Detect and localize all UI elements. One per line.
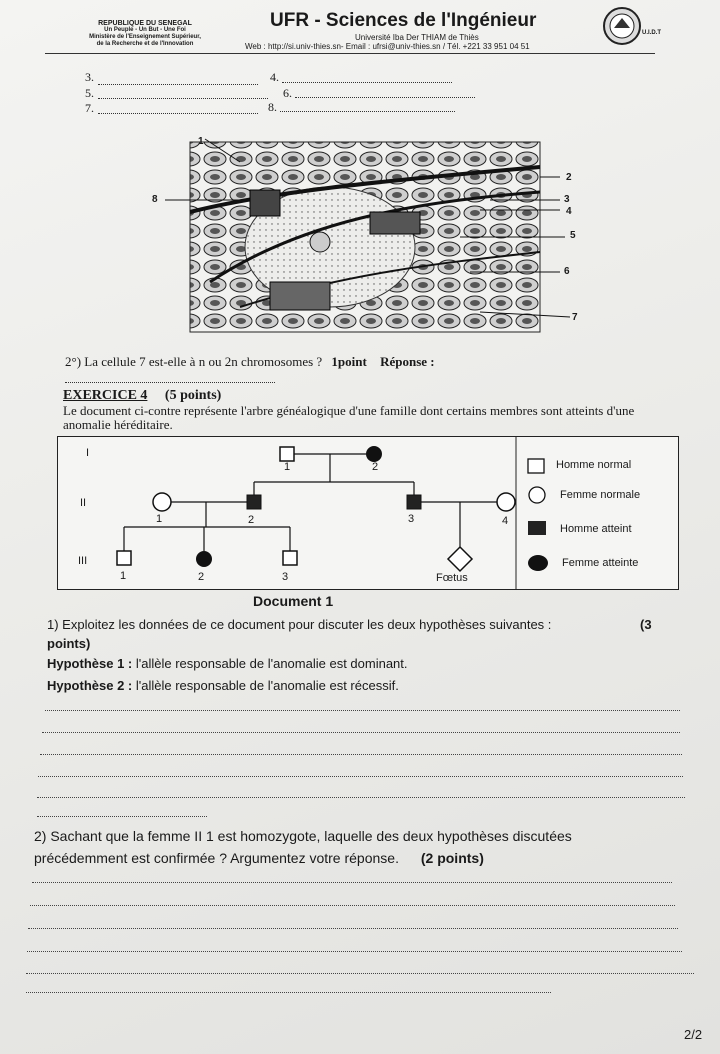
micro-label-2: 2 [566,172,572,183]
q2-answer-line-2[interactable] [30,905,675,906]
gen-label-II: II [80,497,87,509]
gen2-number-1: 1 [156,513,163,525]
cell-question [65,354,435,370]
logo-seal-icon [600,6,644,46]
micro-label-6: 6 [564,266,570,277]
q1-answer-line-4[interactable] [38,776,683,777]
q1-answer-line-5[interactable] [37,797,685,798]
answer-label-5: 5. [85,86,94,100]
hypothesis-1-text: l'allèle responsable de l'anomalie est dominant. [135,656,408,671]
contact-line: Web : http://si.univ-thies.sn- Email : ufrsi@univ-thies.sn / Tél. +221 33 951 04 51 [245,42,530,51]
micro-label-8: 8 [152,194,158,205]
foetus-diamond [448,547,472,571]
gen3-male-3 [283,551,297,565]
header-line-1: REPUBLIQUE DU SENEGAL [98,20,192,27]
legend-female-affected-icon [528,555,548,571]
q2-answer-line-6[interactable] [26,992,551,993]
micro-label-3: 3 [564,194,570,205]
q1-line-a: 1) Exploitez les données de ce document pour discuter les deux hypothèses suivantes : [47,617,552,632]
gen1-number-1: 1 [284,461,291,473]
micro-label-1: 1 [198,136,204,147]
answer-label-6: 6. [283,86,292,100]
gen3-number-1: 1 [120,570,127,582]
legend-female-normal-icon [529,487,545,503]
page-number: 2/2 [684,1027,703,1042]
gen2-number-2: 2 [248,514,255,526]
answer-line-6[interactable] [295,97,475,98]
exercise-intro: Le document ci-contre représente l'arbre généalogique d'une famille dont certains membres sont atteints d'une anomalie héréditaire. [63,403,635,432]
pedigree-figure [57,436,679,590]
q1-answer-line-6[interactable] [37,816,207,817]
logo-text: U.I.D.T [642,30,661,36]
exercise-title: EXERCICE 4 [63,388,148,403]
foetus-label: Fœtus [436,572,468,584]
answer-line-5[interactable] [98,98,268,99]
q2-text-b: précédemment est confirmée ? Argumentez votre réponse. [34,850,399,866]
university-logo [600,6,644,46]
cell-answer-line[interactable] [65,382,275,383]
micro-label-5: 5 [570,230,576,241]
gen-label-I: I [86,447,90,459]
gen1-male-1 [280,447,294,461]
testis-micrograph [150,132,600,342]
header-rule [45,53,655,54]
republic-header [55,20,235,48]
gen3-female-2 [196,551,212,567]
answer-line-8[interactable] [280,111,455,112]
legend-male-affected-icon [528,521,546,535]
cell-question-text: 2°) La cellule 7 est-elle à n ou 2n chromosomes ? [65,354,323,369]
cell-question-reponse: Réponse : [380,354,435,369]
gen3-male-1 [117,551,131,565]
legend-male-affected: Homme atteint [560,523,632,535]
answer-label-8: 8. [268,100,277,114]
gen3-number-2: 2 [198,571,205,583]
legend-male-normal: Homme normal [556,459,632,471]
gen2-male-3 [407,495,421,509]
gen-label-III: III [78,555,88,567]
q2-answer-line-1[interactable] [32,882,672,883]
hypothesis-1-label: Hypothèse 1 : [47,656,133,671]
q1-points-a: (3 [640,617,652,632]
q2-answer-line-3[interactable] [28,928,678,929]
answer-line-4[interactable] [282,82,452,83]
hypothesis-2-text: l'allèle responsable de l'anomalie est récessif. [135,678,399,693]
gen2-female-4 [497,493,515,511]
header-line-2: Un Peuple - Un But - Une Foi [104,27,186,33]
q2-points: (2 points) [420,850,484,866]
legend-female-normal: Femme normale [560,489,641,501]
header-line-4: de la Recherche et de l'Innovation [96,41,194,47]
cell-question-points: 1point [331,354,367,369]
answer-label-7: 7. [85,101,94,115]
gen2-female-1 [153,493,171,511]
answer-label-4: 4. [270,70,279,84]
q1-answer-line-1[interactable] [45,710,680,711]
legend-female-affected: Femme atteinte [562,557,639,569]
gen3-number-3: 3 [282,571,289,583]
gen1-female-2 [366,446,382,462]
gen2-male-2 [247,495,261,509]
q1-answer-line-2[interactable] [42,732,680,733]
gen2-number-4: 4 [502,515,509,527]
answer-label-3: 3. [85,70,94,84]
legend-male-normal-icon [528,459,544,473]
micro-label-4: 4 [566,206,572,217]
answer-line-7[interactable] [98,113,258,114]
exercise-points: (5 points) [164,388,222,403]
gen1-number-2: 2 [372,461,379,473]
hypothesis-2 [47,678,399,693]
q1-points-b: points) [47,636,91,651]
micro-label-7: 7 [572,312,578,323]
q2-line-b [34,850,484,866]
hypothesis-1 [47,656,408,671]
document-caption: Document 1 [253,593,334,609]
gen2-number-3: 3 [408,513,415,525]
page-title: UFR - Sciences de l'Ingénieur [270,10,537,31]
answer-line-3[interactable] [98,84,258,85]
q2-answer-line-4[interactable] [27,951,682,952]
q1-answer-line-3[interactable] [40,754,682,755]
q2-line-a: 2) Sachant que la femme II 1 est homozygote, laquelle des deux hypothèses discutées [34,828,572,844]
exercise-heading [63,388,221,404]
university-name: Université Iba Der THIAM de Thiès [355,33,479,42]
header-line-3: Ministère de l'Enseignement Supérieur, [89,34,201,40]
q2-answer-line-5[interactable] [26,973,694,974]
hypothesis-2-label: Hypothèse 2 : [47,678,133,693]
